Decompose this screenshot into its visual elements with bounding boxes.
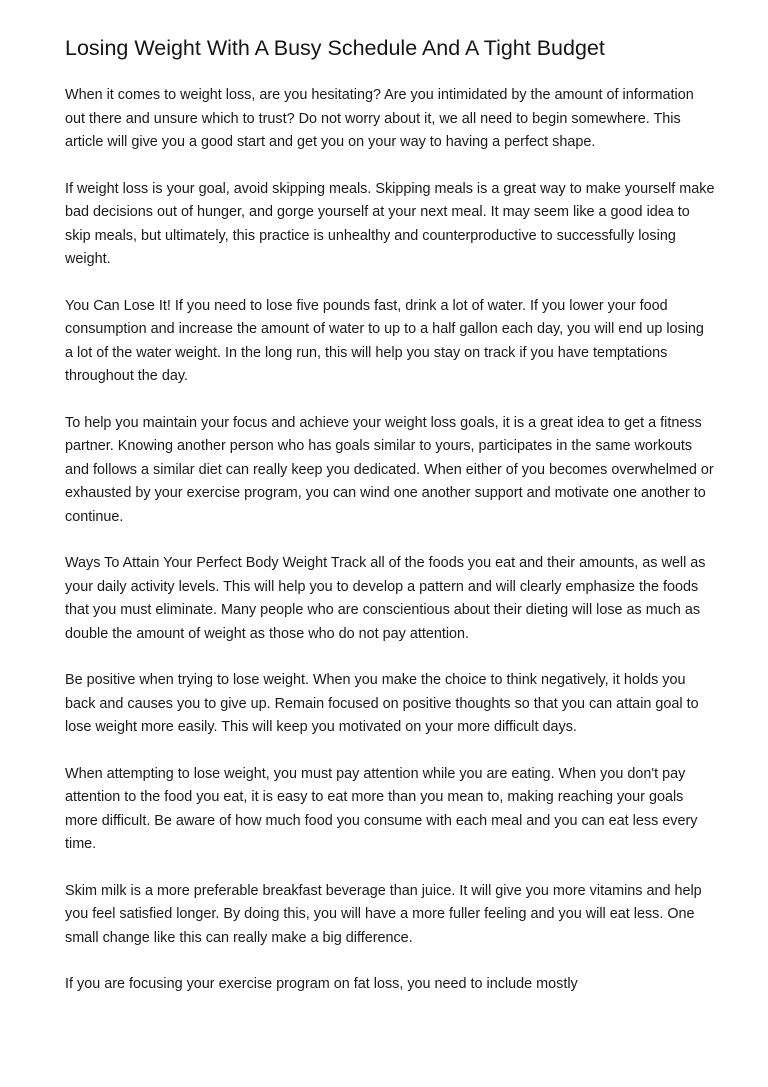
paragraph-fitness-partner: To help you maintain your focus and achieve your weight loss goals, it is a great idea to get a fitness partner. Knowing another person who has goals similar to yours, participates in the same workouts and follows a similar diet can really keep you dedicated. When either of you becomes overwhelmed or exhausted by your exercise program, you can wind one another support and motivate one another to continue.	[65, 414, 714, 525]
paragraph-intro: When it comes to weight loss, are you hesitating? Are you intimidated by the amount of information out there and unsure which to trust? Do not worry about it, we all need to begin somewhere. This article will give you a good start and get you on your way to having a perfect shape.	[65, 87, 694, 150]
paragraph-skim-milk: Skim milk is a more preferable breakfast beverage than juice. It will give you more vitamins and help you feel satisfied longer. By doing this, you will have a more fuller feeling and you will eat less. One small change like this can really make a big difference.	[65, 882, 702, 946]
paragraph-drink-water: You Can Lose It! If you need to lose five pounds fast, drink a lot of water. If you lower your food consumption and increase the amount of water to up to a half gallon each day, you will end up losing a lot of the water weight. In the long run, this will help you stay on track if you have temptations throughout the day.	[65, 297, 704, 384]
paragraph-skipping-meals: If weight loss is your goal, avoid skipping meals. Skipping meals is a great way to make yourself make bad decisions out of hunger, and gorge yourself at your next meal. It may seem like a good idea to skip meals, but ultimately, this practice is unhealthy and counterproductive to successfully losing weight.	[65, 180, 715, 267]
paragraph-exercise-fat-loss: If you are focusing your exercise program on fat loss, you need to include mostly	[65, 976, 578, 992]
paragraph-pay-attention: When attempting to lose weight, you must pay attention while you are eating. When you don't pay attention to the food you eat, it is easy to eat more than you mean to, making reaching your goals more difficult. Be aware of how much food you consume with each meal and you can eat less every time.	[65, 765, 698, 852]
paragraph-be-positive: Be positive when trying to lose weight. When you make the choice to think negatively, it holds you back and causes you to give up. Remain focused on positive thoughts so that you can attain goal to lose weight more easily. This will keep you motivated on your more difficult days.	[65, 672, 699, 735]
page-title: Losing Weight With A Busy Schedule And A Tight Budget	[65, 36, 605, 60]
paragraph-track-foods: Ways To Attain Your Perfect Body Weight Track all of the foods you eat and their amounts, as well as your daily activity levels. This will help you to develop a pattern and will clearly emphasize the foods that you must eliminate. Many people who are conscientious about their dieting will lose as much as double the amount of weight as those who do not pay attention.	[65, 555, 706, 642]
document-page	[65, 34, 715, 997]
